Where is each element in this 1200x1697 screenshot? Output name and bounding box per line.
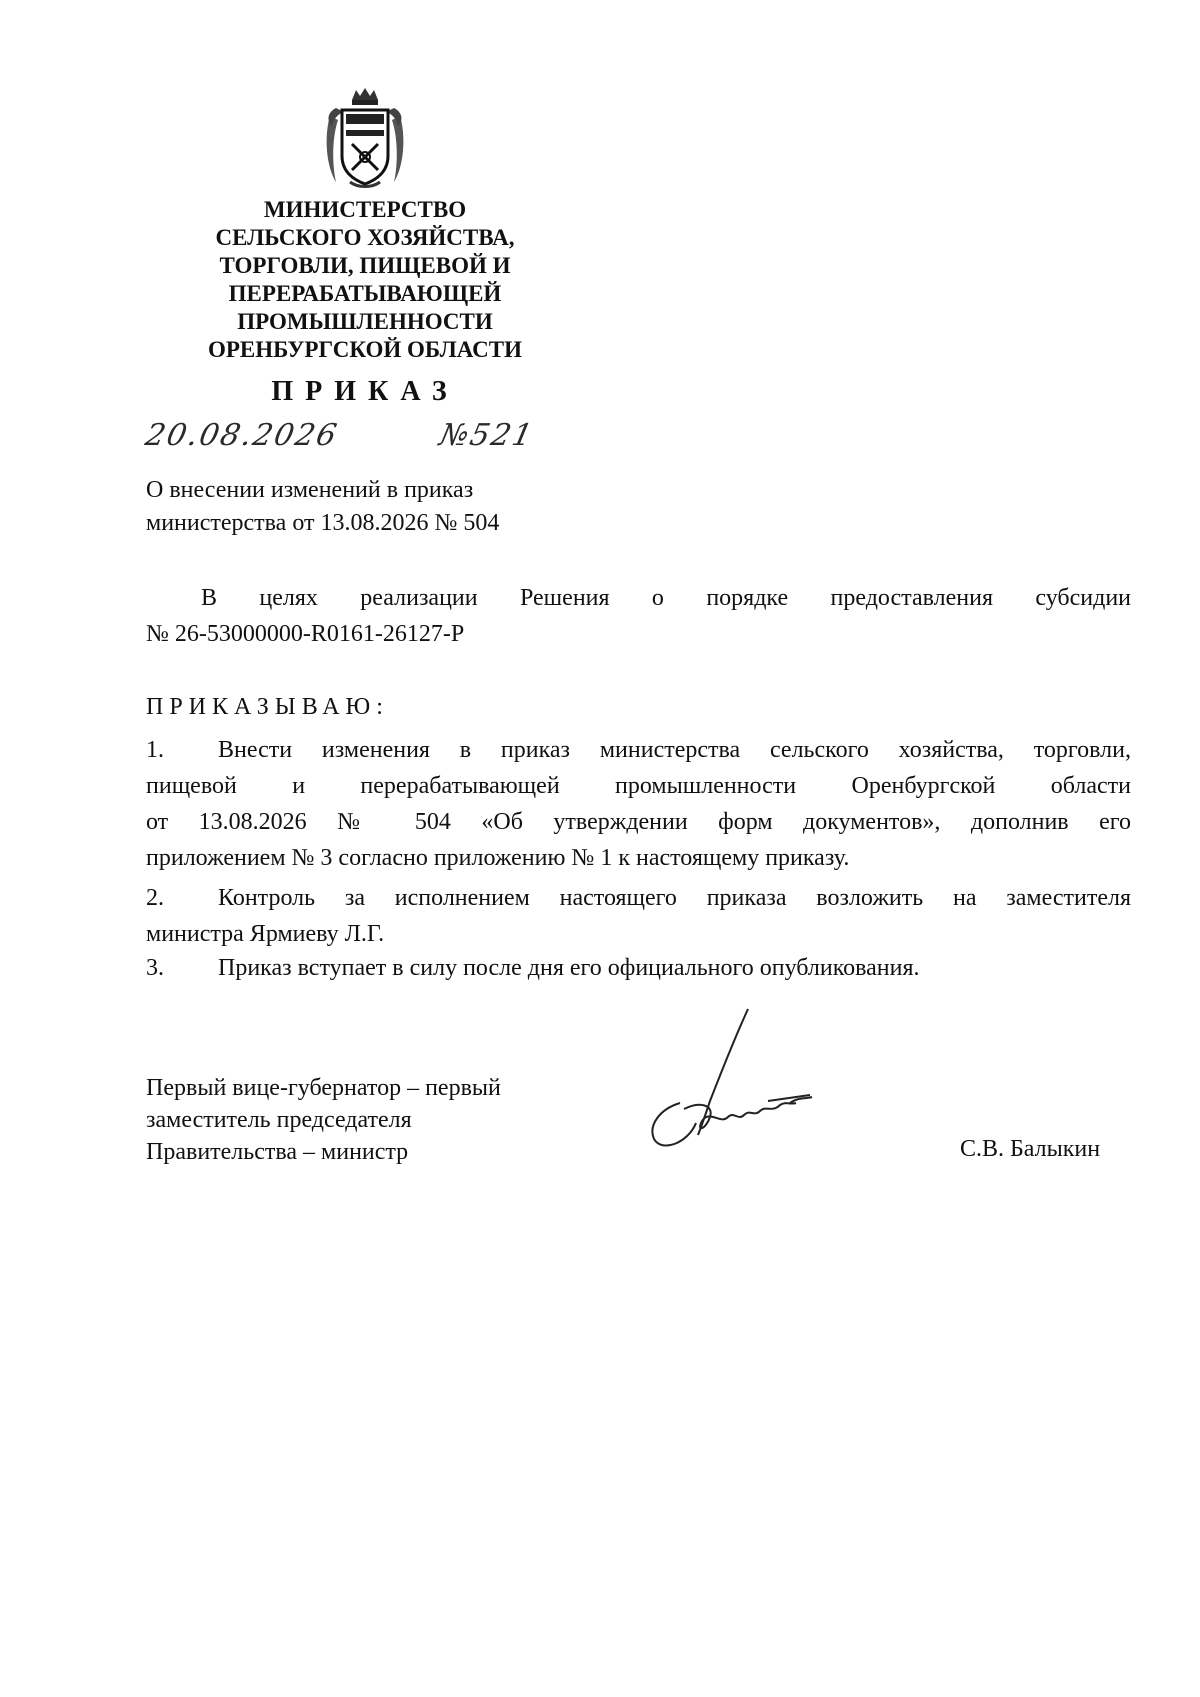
- item-number: 1.: [146, 737, 164, 763]
- ministry-name-line: ПРОМЫШЛЕННОСТИ: [237, 309, 493, 334]
- order-item: [146, 880, 1131, 952]
- ministry-name-line: ПЕРЕРАБАТЫВАЮЩЕЙ: [228, 281, 502, 306]
- position-line: Правительства – министр: [146, 1139, 409, 1165]
- ministry-name-line: МИНИСТЕРСТВО: [263, 197, 467, 222]
- ministry-name-line: ТОРГОВЛИ, ПИЩЕВОЙ И: [219, 253, 511, 278]
- item-line: приложением № 3 согласно приложению № 1 к настоящему приказу.: [146, 845, 850, 871]
- item-number: 3.: [146, 955, 164, 981]
- item-line: министра Ярмиеву Л.Г.: [146, 921, 385, 947]
- item-line: Контроль за исполнением настоящего приказа возложить на заместителя: [218, 885, 1131, 911]
- subject-line: О внесении изменений в приказ: [146, 477, 474, 503]
- item-text: [146, 880, 1131, 952]
- position-line: заместитель председателя: [146, 1107, 412, 1133]
- preamble-line: № 26-53000000-R0161-26127-Р: [146, 621, 465, 647]
- document-type-title: ПРИКАЗ: [271, 376, 459, 407]
- order-item: [146, 950, 1131, 986]
- handwritten-number: №521: [436, 418, 538, 453]
- handwritten-date: 20.08.2026: [142, 418, 342, 453]
- item-text: [146, 950, 1131, 986]
- ministry-name-line: СЕЛЬСКОГО ХОЗЯЙСТВА,: [215, 225, 515, 250]
- order-subject: [146, 474, 499, 540]
- ministry-name: [190, 196, 540, 364]
- signatory-position: [146, 1072, 501, 1168]
- item-line: Внести изменения в приказ министерства сельского хозяйства, торговли,: [218, 737, 1131, 763]
- item-line: пищевой и перерабатывающей промышленности Оренбургской области: [146, 773, 1131, 799]
- preamble-paragraph: [146, 580, 1131, 652]
- item-line: Приказ вступает в силу после дня его официального опубликования.: [218, 955, 920, 981]
- coat-of-arms-icon: [322, 86, 408, 190]
- item-line: от 13.08.2026 № 504 «Об утверждении форм документов», дополнив его: [146, 809, 1131, 835]
- ministry-name-line: ОРЕНБУРГСКОЙ ОБЛАСТИ: [207, 337, 523, 362]
- subject-line: министерства от 13.08.2026 № 504: [146, 510, 500, 536]
- order-directive-word: ПРИКАЗЫВАЮ:: [146, 694, 389, 720]
- preamble-line: В целях реализации Решения о порядке предоставления субсидии: [201, 585, 1131, 611]
- position-line: Первый вице-губернатор – первый: [146, 1075, 501, 1101]
- order-item: [146, 732, 1131, 876]
- item-text: [146, 732, 1131, 876]
- handwritten-signature-icon: [640, 1005, 830, 1155]
- signatory-name: С.В. Балыкин: [960, 1136, 1101, 1162]
- item-number: 2.: [146, 885, 164, 911]
